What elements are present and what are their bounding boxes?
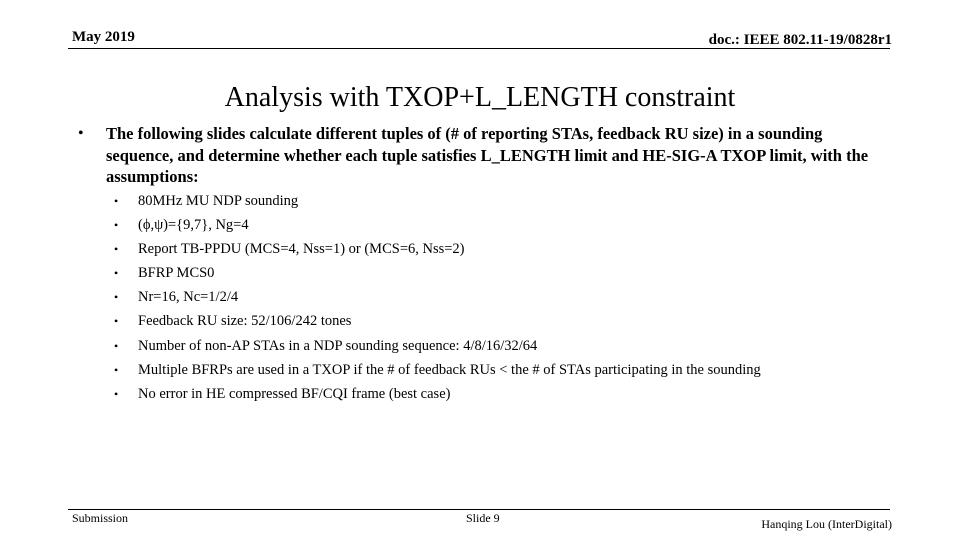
header-divider xyxy=(68,48,890,49)
list-item xyxy=(114,310,761,334)
assumption-text: Number of non-AP STAs in a NDP sounding sequence: 4/8/16/32/64 xyxy=(138,337,538,354)
assumption-text: No error in HE compressed BF/CQI frame (best case) xyxy=(138,385,451,402)
assumption-text: BFRP MCS0 xyxy=(138,265,215,282)
slide-title: Analysis with TXOP+L_LENGTH constraint xyxy=(224,82,736,113)
footer-divider xyxy=(68,509,890,510)
footer-submission: Submission xyxy=(72,511,129,525)
assumption-text: 80MHz MU NDP sounding xyxy=(138,193,299,209)
bullet-icon: • xyxy=(114,386,119,401)
footer-author: Hanqing Lou (InterDigital) xyxy=(761,517,892,531)
bullet-icon: • xyxy=(114,362,119,377)
bullet-icon: • xyxy=(114,338,119,353)
list-item xyxy=(114,190,761,214)
list-item xyxy=(114,335,761,359)
header-date: May 2019 xyxy=(72,29,135,45)
list-item xyxy=(114,238,761,262)
bullet-icon: • xyxy=(114,290,119,305)
bullet-icon: • xyxy=(114,242,119,257)
list-item xyxy=(114,359,761,383)
assumption-text: Report TB-PPDU (MCS=4, Nss=1) or (MCS=6, Nss=2) xyxy=(138,241,465,258)
list-item xyxy=(114,262,761,286)
list-item xyxy=(114,286,761,310)
bullet-icon: • xyxy=(114,194,119,208)
assumption-text: (ϕ,ψ)={9,7}, Ng=4 xyxy=(138,217,249,234)
lead-bullet-icon: • xyxy=(78,125,84,142)
bullet-icon: • xyxy=(114,266,119,281)
assumption-text: Feedback RU size: 52/106/242 tones xyxy=(138,313,352,330)
lead-paragraph: The following slides calculate different tuples of (# of reporting STAs, feedback RU size) in a sounding sequence, and determine whether each tuple satisfies L_LENGTH limit and HE-SIG-A TXOP limit, with the assumptions: xyxy=(106,124,869,186)
list-item xyxy=(114,214,761,238)
bullet-icon: • xyxy=(114,218,119,233)
assumption-list xyxy=(114,190,761,407)
bullet-icon: • xyxy=(114,314,119,329)
list-item xyxy=(114,383,761,407)
footer-slide-number: Slide 9 xyxy=(466,511,500,525)
header-doc-id: doc.: IEEE 802.11-19/0828r1 xyxy=(708,32,892,48)
assumption-text: Multiple BFRPs are used in a TXOP if the # of feedback RUs < the # of STAs participating in the sounding xyxy=(138,361,761,378)
assumption-text: Nr=16, Nc=1/2/4 xyxy=(138,289,239,306)
